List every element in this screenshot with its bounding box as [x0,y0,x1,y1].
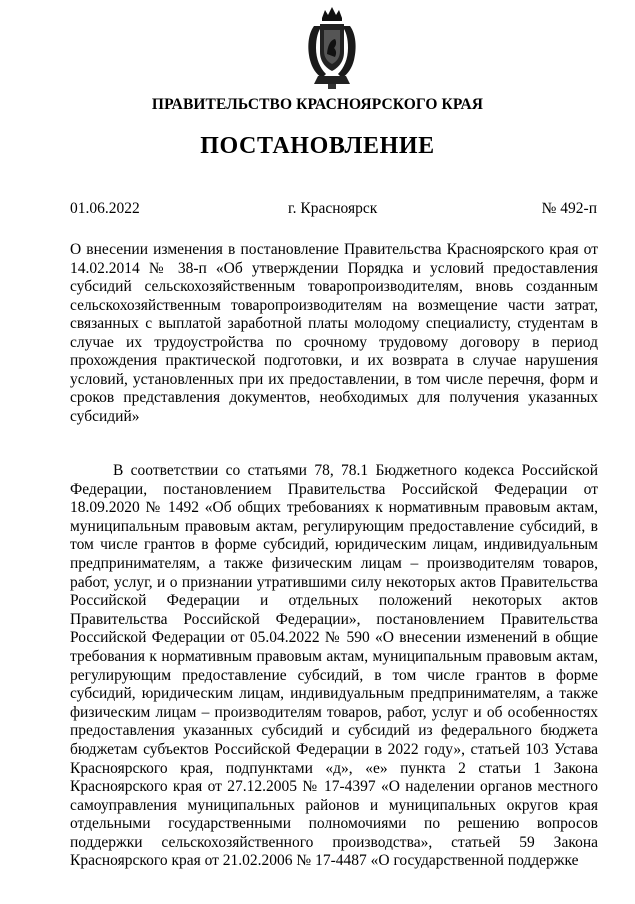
document-city: г. Красноярск [288,200,378,217]
document-subject: О внесении изменения в постановление Правительства Красноярского края от 14.02.2014 № 38-п «Об утверждении Порядка и условий предоставления субсидий сельскохозяйственным товаропроизводителям, вновь созданным сельскохозяйственным товаропроизводителям на возмещение части затрат, связанных с выплатой заработной платы молодому специалисту, студентам в случае их трудоустройства по срочному трудовому договору в период прохождения практической подготовки, и их возврата в случае нарушения условий, установленных при их предоставлении, в том числе перечня, форм и сроков представления документов, необходимых для получения указанных субсидий» [70,241,598,425]
document-number: № 492-п [541,200,597,217]
government-name: ПРАВИТЕЛЬСТВО КРАСНОЯРСКОГО КРАЯ [151,96,484,113]
document-body-paragraph: В соответствии со статьями 78, 78.1 Бюджетного кодекса Российской Федерации, постановлением Правительства Российской Федерации от 18.09.2020 № 1492 «Об общих требованиях к нормативным правовым актам, муниципальным правовым актам, регулирующим предоставление субсидий, в том числе грантов в форме субсидий, юридическим лицам, индивидуальным предпринимателям, а также физическим лицам – производителям товаров, работ, услуг, и о признании утратившими силу некоторых актов Правительства Российской Федерации и отдельных положений некоторых актов Правительства Российской Федерации», постановлением Правительства Российской Федерации от 05.04.2022 № 590 «О внесении изменений в общие требования к нормативным правовым актам, муниципальным правовым актам, регулирующим предоставление субсидий, в том числе грантов в форме субсидий, юридическим лицам, индивидуальным предпринимателям, а также физическим лицам – производителям товаров, работ, услуг и об особенностях предоставления указанных субсидий и субсидий из федерального бюджета бюджетам субъектов Российской Федерации в 2022 году», статьей 103 Устава Красноярского края, подпунктами «д», «е» пункта 2 статьи 1 Закона Красноярского края от 27.12.2005 № 17-4397 «О наделении органов местного самоуправления муниципальных районов и муниципальных округов края отдельными государственными полномочиями по решению вопросов поддержки сельскохозяйственного производства», статьей 59 Закона Красноярского края от 21.02.2006 № 17-4487 «О государственной поддержке [70,462,598,870]
document-meta-row [70,200,597,220]
document-type-title: ПОСТАНОВЛЕНИЕ [200,133,435,159]
coat-of-arms-emblem-icon [304,4,360,90]
document-date: 01.06.2022 [70,200,140,217]
